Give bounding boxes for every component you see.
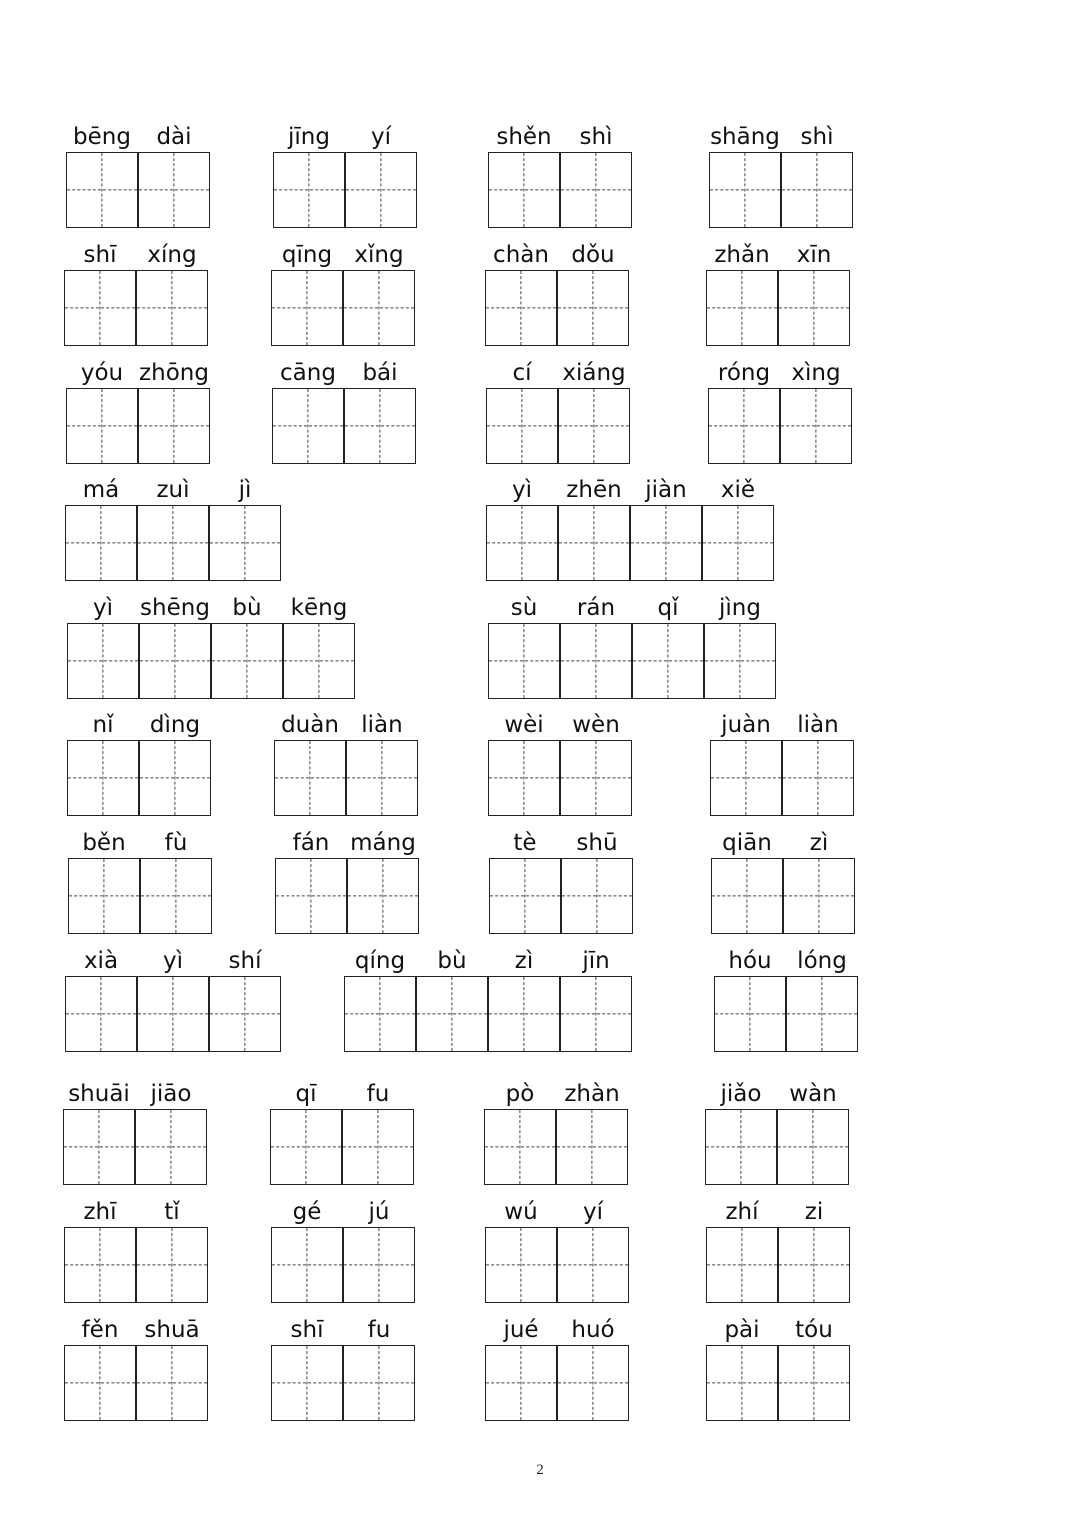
pinyin-syllable: zhí [725,1199,759,1225]
pinyin-syllable: shāng [710,124,780,150]
writing-cell[interactable] [485,1345,557,1421]
pinyin-syllable: xìng [791,360,841,386]
pinyin-syllable: nǐ [92,712,114,738]
writing-cell[interactable] [273,152,345,228]
writing-cell[interactable] [68,858,140,934]
pinyin-syllable: bái [362,360,398,386]
writing-cell[interactable] [271,1227,343,1303]
writing-cell[interactable] [136,1227,208,1303]
tianzige-grid [63,1109,207,1185]
pinyin-syllable: xīn [796,242,832,268]
pinyin-syllable: jú [368,1199,390,1225]
pinyin-row [485,240,629,270]
writing-cell[interactable] [137,505,209,581]
tianzige-grid [706,1227,850,1303]
tianzige-grid [485,1227,629,1303]
pinyin-syllable: shì [800,124,834,150]
pinyin-syllable: shuā [144,1317,200,1343]
pinyin-syllable: zhī [83,1199,117,1225]
writing-cell[interactable] [484,1109,556,1185]
writing-cell[interactable] [486,505,558,581]
writing-cell[interactable] [714,976,786,1052]
pinyin-syllable: shuāi [68,1081,130,1107]
pinyin-row [488,710,632,740]
tianzige-grid [68,858,212,934]
pinyin-row [271,240,415,270]
writing-cell[interactable] [556,1109,628,1185]
pinyin-row [706,1197,850,1227]
tianzige-grid [486,505,774,581]
pinyin-syllable: zhēn [566,477,622,503]
pinyin-syllable: zì [809,830,829,856]
pinyin-syllable: fu [366,1081,390,1107]
tianzige-grid [705,1109,849,1185]
writing-cell[interactable] [557,1345,629,1421]
tianzige-grid [67,623,355,699]
tianzige-grid [272,388,416,464]
pinyin-syllable: jīn [582,948,610,974]
tianzige-grid [67,740,211,816]
pinyin-syllable: jiàn [645,477,687,503]
pinyin-syllable: xiáng [562,360,626,386]
writing-cell[interactable] [67,623,139,699]
writing-cell[interactable] [135,1109,207,1185]
pinyin-syllable: xià [83,948,119,974]
tianzige-grid [484,1109,628,1185]
pinyin-row [484,1079,628,1109]
pinyin-syllable: shěn [496,124,552,150]
writing-cell[interactable] [630,505,702,581]
writing-cell[interactable] [66,388,138,464]
tianzige-grid [485,270,629,346]
pinyin-syllable: jì [238,477,252,503]
pinyin-row [714,946,858,976]
writing-cell[interactable] [778,1345,850,1421]
pinyin-syllable: zhōng [139,360,209,386]
pinyin-row [67,710,211,740]
writing-cell[interactable] [488,976,560,1052]
writing-cell[interactable] [347,858,419,934]
pinyin-row [65,946,281,976]
writing-cell[interactable] [209,976,281,1052]
pinyin-syllable: yì [511,477,533,503]
tianzige-grid [66,152,210,228]
pinyin-row [706,240,850,270]
writing-cell[interactable] [283,623,355,699]
pinyin-syllable: duàn [281,712,339,738]
writing-cell[interactable] [138,388,210,464]
pinyin-syllable: qiān [722,830,772,856]
writing-cell[interactable] [275,858,347,934]
pinyin-syllable: dǒu [571,242,615,268]
pinyin-row [705,1079,849,1109]
writing-cell[interactable] [704,623,776,699]
pinyin-row [272,358,416,388]
pinyin-syllable: jiāo [150,1081,192,1107]
tianzige-grid [488,623,776,699]
pinyin-syllable: yí [370,124,392,150]
pinyin-syllable: má [82,477,120,503]
pinyin-syllable: tǐ [164,1199,180,1225]
pinyin-syllable: qīng [281,242,333,268]
tianzige-grid [708,388,852,464]
tianzige-grid [711,858,855,934]
writing-cell[interactable] [557,1227,629,1303]
tianzige-grid [709,152,853,228]
pinyin-syllable: bù [232,595,262,621]
writing-cell[interactable] [560,623,632,699]
writing-cell[interactable] [777,1109,849,1185]
pinyin-row [485,1197,629,1227]
writing-cell[interactable] [561,858,633,934]
writing-cell[interactable] [139,623,211,699]
pinyin-syllable: sù [510,595,538,621]
writing-cell[interactable] [136,1345,208,1421]
pinyin-syllable: hóu [728,948,772,974]
pinyin-syllable: jīng [288,124,330,150]
pinyin-syllable: bēng [73,124,131,150]
writing-cell[interactable] [64,1345,136,1421]
pinyin-syllable: shì [579,124,613,150]
writing-cell[interactable] [709,152,781,228]
writing-cell[interactable] [783,858,855,934]
writing-cell[interactable] [706,270,778,346]
writing-cell[interactable] [63,1109,135,1185]
page-number: 2 [536,1462,544,1478]
pinyin-syllable: jìng [719,595,761,621]
tianzige-grid [714,976,858,1052]
pinyin-syllable: wàn [789,1081,837,1107]
writing-cell[interactable] [786,976,858,1052]
writing-cell[interactable] [211,623,283,699]
tianzige-grid [64,1345,208,1421]
pinyin-syllable: pài [724,1317,760,1343]
pinyin-syllable: fu [367,1317,391,1343]
pinyin-syllable: rán [576,595,616,621]
writing-cell[interactable] [778,270,850,346]
tianzige-grid [706,1345,850,1421]
tianzige-grid [488,740,632,816]
writing-cell[interactable] [343,270,415,346]
writing-cell[interactable] [346,740,418,816]
pinyin-row [488,122,632,152]
tianzige-grid [65,976,281,1052]
pinyin-row [344,946,632,976]
pinyin-row [66,358,210,388]
writing-cell[interactable] [558,505,630,581]
writing-cell[interactable] [344,976,416,1052]
pinyin-syllable: zi [804,1199,824,1225]
tianzige-grid [275,858,419,934]
pinyin-syllable: zì [514,948,534,974]
writing-cell[interactable] [137,976,209,1052]
writing-cell[interactable] [488,623,560,699]
writing-cell[interactable] [65,505,137,581]
pinyin-row [271,1197,415,1227]
writing-cell[interactable] [706,1345,778,1421]
tianzige-grid [489,858,633,934]
writing-cell[interactable] [560,976,632,1052]
pinyin-row [706,1315,850,1345]
pinyin-syllable: zhàn [564,1081,620,1107]
tianzige-grid [273,152,417,228]
tianzige-grid [486,388,630,464]
pinyin-row [64,240,208,270]
pinyin-syllable: fán [292,830,330,856]
pinyin-syllable: máng [350,830,416,856]
pinyin-row [709,122,853,152]
pinyin-syllable: dài [156,124,192,150]
pinyin-syllable: juàn [721,712,771,738]
writing-cell[interactable] [416,976,488,1052]
pinyin-syllable: tè [513,830,537,856]
writing-cell[interactable] [343,1227,415,1303]
pinyin-syllable: qī [295,1081,317,1107]
writing-cell[interactable] [489,858,561,934]
pinyin-syllable: shū [576,830,618,856]
writing-cell[interactable] [778,1227,850,1303]
pinyin-syllable: xǐng [354,242,404,268]
writing-cell[interactable] [343,1345,415,1421]
tianzige-grid [270,1109,414,1185]
pinyin-syllable: qíng [354,948,406,974]
pinyin-syllable: kēng [290,595,348,621]
pinyin-row [274,710,418,740]
tianzige-grid [64,270,208,346]
writing-cell[interactable] [139,740,211,816]
tianzige-grid [66,388,210,464]
pinyin-syllable: jiǎo [720,1081,762,1107]
pinyin-syllable: chàn [493,242,549,268]
writing-cell[interactable] [705,1109,777,1185]
tianzige-grid [344,976,632,1052]
writing-cell[interactable] [67,740,139,816]
tianzige-grid [706,270,850,346]
pinyin-row [488,593,776,623]
pinyin-row [64,1315,208,1345]
writing-cell[interactable] [558,388,630,464]
writing-cell[interactable] [209,505,281,581]
writing-cell[interactable] [272,388,344,464]
pinyin-syllable: pò [505,1081,535,1107]
pinyin-syllable: wèi [504,712,544,738]
writing-cell[interactable] [488,152,560,228]
writing-cell[interactable] [66,152,138,228]
pinyin-syllable: cāng [280,360,336,386]
tianzige-grid [485,1345,629,1421]
tianzige-grid [488,152,632,228]
writing-cell[interactable] [342,1109,414,1185]
writing-cell[interactable] [140,858,212,934]
pinyin-syllable: jué [503,1317,539,1343]
pinyin-row [711,828,855,858]
writing-cell[interactable] [488,740,560,816]
pinyin-row [63,1079,207,1109]
writing-cell[interactable] [486,388,558,464]
writing-cell[interactable] [65,976,137,1052]
writing-cell[interactable] [344,388,416,464]
pinyin-syllable: xiě [720,477,756,503]
pinyin-row [275,828,419,858]
pinyin-syllable: cí [512,360,532,386]
pinyin-syllable: shēng [140,595,210,621]
pinyin-syllable: yì [162,948,184,974]
writing-cell[interactable] [345,152,417,228]
writing-cell[interactable] [780,388,852,464]
writing-cell[interactable] [64,1227,136,1303]
pinyin-syllable: bù [437,948,467,974]
pinyin-syllable: róng [717,360,771,386]
pinyin-syllable: lóng [797,948,847,974]
pinyin-row [271,1315,415,1345]
writing-cell[interactable] [560,152,632,228]
pinyin-row [64,1197,208,1227]
pinyin-syllable: liàn [361,712,403,738]
writing-cell[interactable] [271,1345,343,1421]
writing-cell[interactable] [782,740,854,816]
pinyin-row [273,122,417,152]
pinyin-syllable: běn [82,830,126,856]
pinyin-row [710,710,854,740]
writing-cell[interactable] [708,388,780,464]
pinyin-syllable: yí [582,1199,604,1225]
writing-cell[interactable] [711,858,783,934]
writing-cell[interactable] [271,270,343,346]
writing-cell[interactable] [706,1227,778,1303]
writing-cell[interactable] [485,270,557,346]
pinyin-syllable: yóu [80,360,124,386]
pinyin-row [486,475,774,505]
pinyin-syllable: shí [228,948,262,974]
pinyin-row [68,828,212,858]
pinyin-syllable: gé [292,1199,322,1225]
pinyin-syllable: wú [504,1199,538,1225]
writing-cell[interactable] [274,740,346,816]
pinyin-row [66,122,210,152]
pinyin-row [67,593,355,623]
pinyin-row [708,358,852,388]
pinyin-syllable: tóu [795,1317,833,1343]
writing-cell[interactable] [781,152,853,228]
pinyin-syllable: zhǎn [714,242,770,268]
pinyin-row [486,358,630,388]
writing-cell[interactable] [270,1109,342,1185]
writing-cell[interactable] [710,740,782,816]
writing-cell[interactable] [64,270,136,346]
writing-cell[interactable] [560,740,632,816]
pinyin-syllable: qǐ [657,595,679,621]
writing-cell[interactable] [138,152,210,228]
pinyin-row [485,1315,629,1345]
pinyin-syllable: huó [571,1317,615,1343]
pinyin-syllable: shī [290,1317,324,1343]
pinyin-syllable: fù [164,830,188,856]
pinyin-row [270,1079,414,1109]
pinyin-syllable: zuì [156,477,190,503]
pinyin-row [489,828,633,858]
pinyin-syllable: dìng [149,712,201,738]
pinyin-syllable: fěn [81,1317,119,1343]
tianzige-grid [271,1345,415,1421]
writing-cell[interactable] [557,270,629,346]
pinyin-syllable: wèn [572,712,620,738]
pinyin-syllable: yì [92,595,114,621]
tianzige-grid [274,740,418,816]
writing-cell[interactable] [136,270,208,346]
tianzige-grid [271,1227,415,1303]
tianzige-grid [65,505,281,581]
writing-cell[interactable] [632,623,704,699]
writing-cell[interactable] [485,1227,557,1303]
tianzige-grid [271,270,415,346]
pinyin-row [65,475,281,505]
pinyin-syllable: shī [83,242,117,268]
tianzige-grid [710,740,854,816]
pinyin-syllable: liàn [797,712,839,738]
writing-cell[interactable] [702,505,774,581]
tianzige-grid [64,1227,208,1303]
pinyin-syllable: xíng [147,242,197,268]
